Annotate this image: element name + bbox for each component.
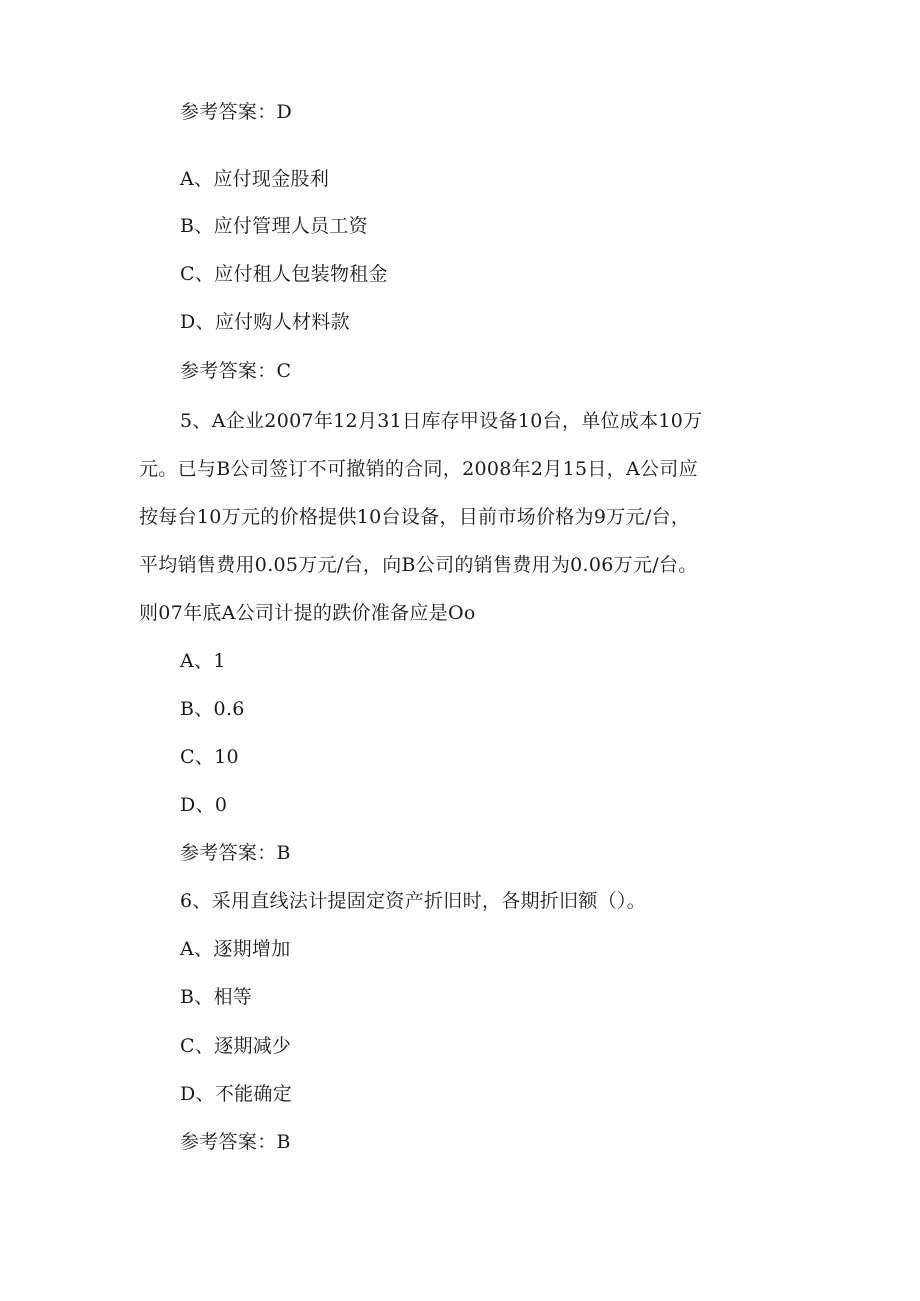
option-b: B、应付管理人员工资 <box>180 215 368 237</box>
option-c: C、逐期减少 <box>180 1035 292 1057</box>
option-d: D、0 <box>180 794 228 816</box>
option-d: D、应付购人材料款 <box>180 311 350 333</box>
question-5-line-5: 则07年底A公司计提的跌价准备应是Oo <box>139 602 476 624</box>
option-a: A、逐期增加 <box>180 938 291 960</box>
question-5-line-1: 5、A企业2007年12月31日库存甲设备10台，单位成本10万 <box>180 410 703 432</box>
question-5-line-4: 平均销售费用0.05万元/台，向B公司的销售费用为0.06万元/台。 <box>139 554 698 576</box>
question-5-line-3: 按每台10万元的价格提供10台设备，目前市场价格为9万元/台， <box>139 506 691 528</box>
option-a: A、应付现金股利 <box>180 168 330 190</box>
question-5-line-2: 元。已与B公司签订不可撤销的合同，2008年2月15日，A公司应 <box>139 458 698 480</box>
option-b: B、0.6 <box>180 698 245 720</box>
answer-text: 参考答案：C <box>180 360 292 382</box>
option-a: A、1 <box>180 650 226 672</box>
answer-text: 参考答案：D <box>180 101 293 123</box>
option-c: C、应付租人包装物租金 <box>180 263 388 285</box>
option-c: C、10 <box>180 746 239 768</box>
option-b: B、相等 <box>180 986 253 1008</box>
answer-text: 参考答案：B <box>180 1131 291 1153</box>
option-d: D、不能确定 <box>180 1083 293 1105</box>
question-6-stem: 6、采用直线法计提固定资产折旧时，各期折旧额（）。 <box>180 890 647 912</box>
answer-text: 参考答案：B <box>180 842 291 864</box>
